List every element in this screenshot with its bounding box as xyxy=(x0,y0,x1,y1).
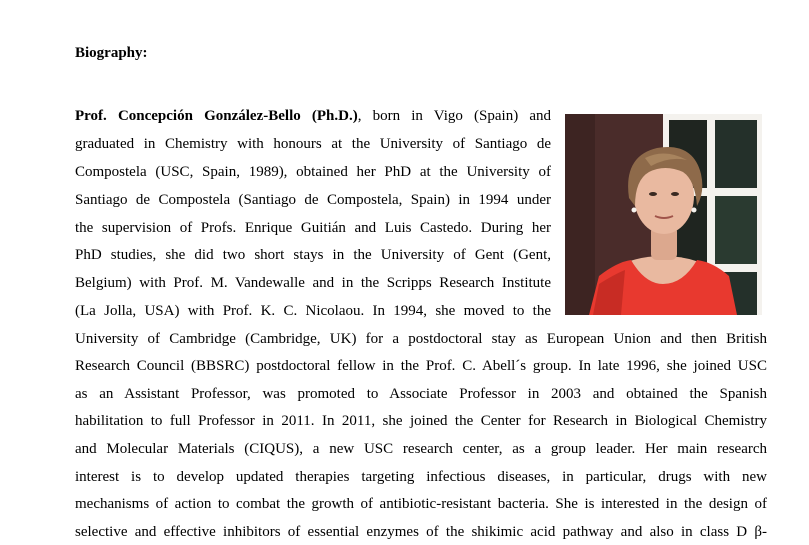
biography-heading: Biography: xyxy=(75,45,148,61)
window-pane xyxy=(715,120,757,188)
bio-line: mechanisms of action to combat the growth of antibiotic-resistant bacteria. She is interested in the design of xyxy=(75,496,767,512)
left-eye xyxy=(649,192,657,196)
bio-line: Belgium) with Prof. M. Vandewalle and in the Scripps Research Institute xyxy=(75,275,551,291)
bio-line-1-rest: , born in Vigo (Spain) and xyxy=(357,108,552,124)
bio-line: and Molecular Materials (CIQUS), a new USC research center, as a group leader. Her main research xyxy=(75,441,767,457)
bio-line: Research Council (BBSRC) postdoctoral fellow in the Prof. C. Abell´s group. In late 1996, she joined USC xyxy=(75,358,767,374)
bio-line: habilitation to full Professor in 2011. In 2011, she joined the Center for Research in Biological Chemistry xyxy=(75,413,767,429)
portrait-illustration xyxy=(565,114,762,315)
portrait-photo xyxy=(565,114,762,315)
bio-name: Prof. Concepción González-Bello (Ph.D.) xyxy=(75,108,358,124)
bio-line: University of Cambridge (Cambridge, UK) for a postdoctoral stay as European Union and then British xyxy=(75,331,767,347)
bio-line: graduated in Chemistry with honours at the University of Santiago de xyxy=(75,136,551,152)
bio-line: PhD studies, she did two short stays in the University of Gent (Gent, xyxy=(75,247,551,263)
bio-line: as an Assistant Professor, was promoted to Associate Professor in 2003 and obtained the Spanish xyxy=(75,386,767,402)
bio-line: Compostela (USC, Spain, 1989), obtained her PhD at the University of xyxy=(75,164,551,180)
bio-line: (La Jolla, USA) with Prof. K. C. Nicolaou. In 1994, she moved to the xyxy=(75,303,551,319)
right-eye xyxy=(671,192,679,196)
wall-shadow xyxy=(565,114,595,315)
bio-line-1 xyxy=(75,106,551,126)
earring-right xyxy=(692,208,697,213)
window-pane xyxy=(715,196,757,264)
bio-line: selective and effective inhibitors of essential enzymes of the shikimic acid pathway and also in class D β- xyxy=(75,524,767,540)
earring-left xyxy=(632,208,637,213)
bio-line: Santiago de Compostela (Santiago de Compostela, Spain) in 1994 under xyxy=(75,192,551,208)
bio-line: the supervision of Profs. Enrique Guitián and Luis Castedo. During her xyxy=(75,220,551,236)
bio-line: interest is to develop updated therapies targeting infectious diseases, in particular, drugs with new xyxy=(75,469,767,485)
